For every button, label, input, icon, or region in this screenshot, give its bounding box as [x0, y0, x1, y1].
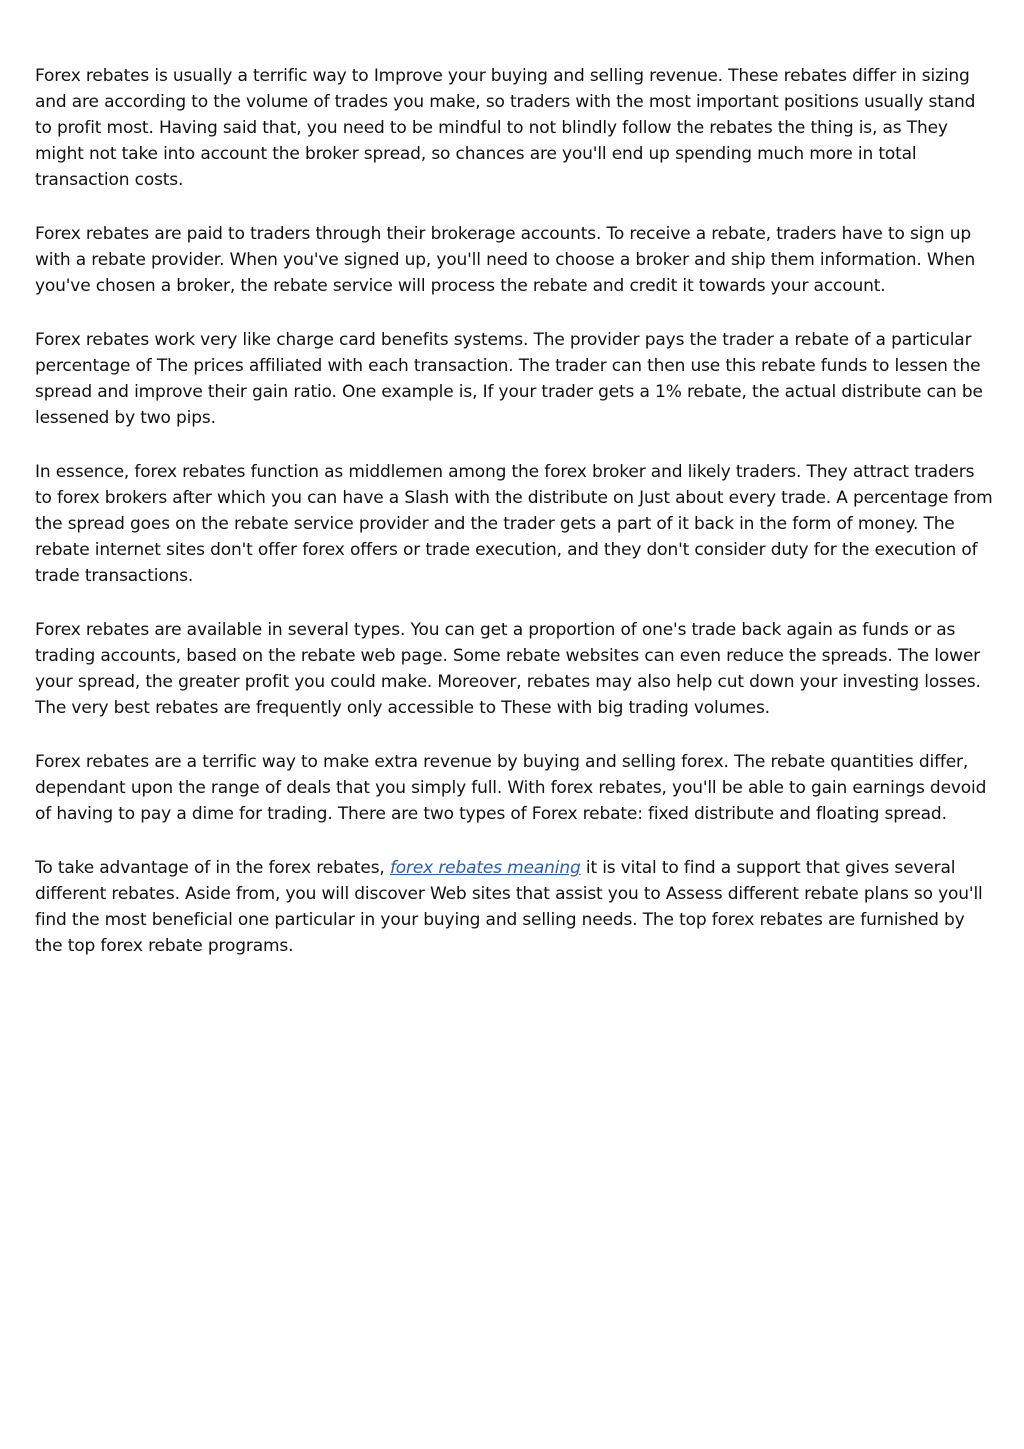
paragraph-6: Forex rebates are a terrific way to make extra revenue by buying and selling forex. The rebate quantities differ, dependant upon the range of deals that you simply full. With forex rebates, you'll be able to gain earnings devoid of having to pay a dime for trading. There are two types of Forex rebate: fixed distribute and floating spread.	[35, 752, 987, 824]
paragraph-2: Forex rebates are paid to traders through their brokerage accounts. To receive a rebate, traders have to sign up with a rebate provider. When you've signed up, you'll need to choose a broker and ship them information. When you've chosen a broker, the rebate service will process the rebate and credit it towards your account.	[35, 224, 976, 296]
paragraph-1: Forex rebates is usually a terrific way to Improve your buying and selling revenue. These rebates differ in sizing and are according to the volume of trades you make, so traders with the most important positions usually stand to profit most. Having said that, you need to be mindful to not blindly follow the rebates the thing is, as They might not take into account the broker spread, so chances are you'll end up spending much more in total transaction costs.	[35, 66, 976, 190]
paragraph-3: Forex rebates work very like charge card benefits systems. The provider pays the trader a rebate of a particular percentage of The prices affiliated with each transaction. The trader can then use this rebate funds to lessen the spread and improve their gain ratio. One example is, If your trader gets a 1% rebate, the actual distribute can be lessened by two pips.	[35, 330, 983, 428]
paragraph-7	[35, 855, 995, 959]
forex-rebates-meaning-link[interactable]: forex rebates meaning	[389, 858, 581, 878]
paragraph-5: Forex rebates are available in several types. You can get a proportion of one's trade back again as funds or as trading accounts, based on the rebate web page. Some rebate websites can even reduce the spreads. The lower your spread, the greater profit you could make. Moreover, rebates may also help cut down your investing losses. The very best rebates are frequently only accessible to These with big trading volumes.	[35, 620, 981, 718]
paragraph-7-text-before-link: To take advantage of in the forex rebates,	[35, 858, 390, 878]
document-body	[35, 63, 995, 987]
paragraph-7-text-after-link: it is vital to find a support that gives several different rebates. Aside from, you will discover Web sites that assist you to Assess different rebate plans so you'll find the most beneficial one particular in your buying and selling needs. The top forex rebates are furnished by the top forex rebate programs.	[35, 858, 983, 956]
paragraph-4: In essence, forex rebates function as middlemen among the forex broker and likely traders. They attract traders to forex brokers after which you can have a Slash with the distribute on Just about every trade. A percentage from the spread goes on the rebate service provider and the trader gets a part of it back in the form of money. The rebate internet sites don't offer forex offers or trade execution, and they don't consider duty for the execution of trade transactions.	[35, 462, 993, 586]
